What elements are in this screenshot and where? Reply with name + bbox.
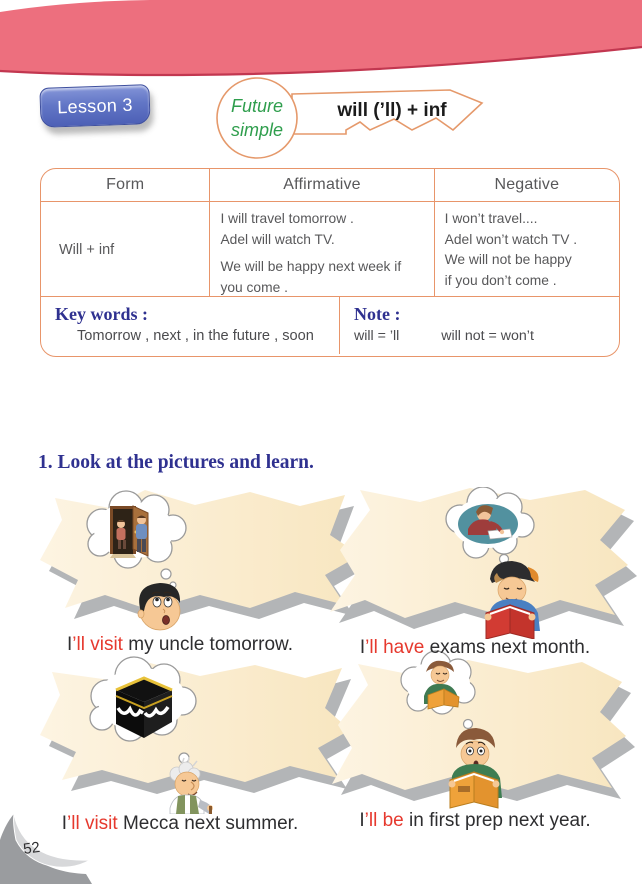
header-negative: Negative bbox=[494, 176, 560, 193]
caption-start: I bbox=[359, 810, 365, 831]
boy-reading-red-book-icon bbox=[485, 561, 541, 639]
cartoon-visit-uncle bbox=[78, 490, 208, 636]
cartoon-exams bbox=[438, 487, 563, 639]
cell-affirmative bbox=[210, 202, 434, 296]
boy-reading-orange-book-icon bbox=[449, 728, 503, 808]
key-formula: will (’ll) + inf bbox=[337, 100, 447, 121]
key-bow-shape bbox=[217, 78, 297, 158]
note-label: Note : bbox=[353, 304, 401, 324]
cartoon-mecca bbox=[82, 656, 217, 814]
grammar-table-footer-row bbox=[41, 296, 619, 354]
key-words-text: Tomorrow , next , in the future , soon bbox=[77, 328, 314, 344]
page-corner-curl bbox=[0, 810, 110, 884]
affirmative-line: Adel will watch TV. bbox=[220, 231, 335, 247]
caption-highlight: ’ll visit bbox=[72, 634, 123, 655]
lesson-badge-label: Lesson 3 bbox=[56, 94, 134, 117]
note-equations bbox=[354, 328, 609, 344]
affirmative-line: I will travel tomorrow . bbox=[220, 211, 354, 226]
caption-rest: in first prep next year. bbox=[403, 810, 591, 831]
grammar-table-header-row bbox=[41, 169, 619, 202]
caption-rest: my uncle tomorrow. bbox=[122, 634, 293, 655]
old-man-icon bbox=[170, 757, 213, 814]
negative-line: Adel won’t watch TV . bbox=[444, 231, 578, 247]
caption-visit-uncle bbox=[30, 634, 330, 656]
page-number: 52 bbox=[22, 838, 42, 858]
caption-highlight: ’ll be bbox=[364, 810, 404, 831]
note-eq1: will = ’ll bbox=[353, 328, 400, 344]
key-words-label: Key words : bbox=[55, 304, 148, 324]
caption-start: I bbox=[67, 634, 73, 655]
negative-line: if you don’t come . bbox=[444, 273, 557, 289]
writing-exam-scene-icon bbox=[458, 504, 518, 544]
door-scene-icon bbox=[110, 506, 148, 558]
key-words-cell bbox=[41, 297, 340, 354]
note-cell bbox=[340, 297, 619, 354]
key-topic-line2: simple bbox=[230, 120, 284, 140]
note-eq2: will not = won’t bbox=[441, 328, 534, 344]
bubble-trail-dot bbox=[161, 569, 171, 579]
grammar-table-body-row bbox=[41, 202, 619, 296]
exercise-heading: 1. Look at the pictures and learn. bbox=[38, 452, 314, 473]
header-form: Form bbox=[41, 169, 210, 201]
cartoon-first-prep bbox=[392, 650, 527, 812]
caption-start: I bbox=[61, 813, 68, 834]
negative-line: We will not be happy bbox=[444, 252, 572, 268]
grammar-table bbox=[40, 168, 620, 357]
cell-form: Will + inf bbox=[41, 202, 210, 296]
caption-rest: exams next month. bbox=[424, 637, 591, 658]
bubble-trail-dot bbox=[464, 720, 473, 729]
negative-line: I won’t travel.... bbox=[444, 211, 538, 226]
caption-highlight: ’ll have bbox=[365, 637, 425, 658]
affirmative-line: We will be happy next week if you come . bbox=[220, 259, 402, 296]
caption-first-prep bbox=[340, 810, 610, 832]
lesson-badge bbox=[39, 84, 150, 128]
caption-rest: Mecca next summer. bbox=[117, 813, 299, 834]
caption-exams bbox=[340, 637, 610, 659]
header-affirmative: Affirmative bbox=[210, 169, 434, 201]
cell-negative bbox=[435, 202, 619, 296]
boy-head-icon bbox=[138, 583, 180, 630]
key-graphic bbox=[210, 70, 505, 168]
caption-highlight: ’ll visit bbox=[67, 813, 118, 834]
key-topic-line1: Future bbox=[230, 96, 284, 116]
caption-start: I bbox=[359, 637, 366, 658]
